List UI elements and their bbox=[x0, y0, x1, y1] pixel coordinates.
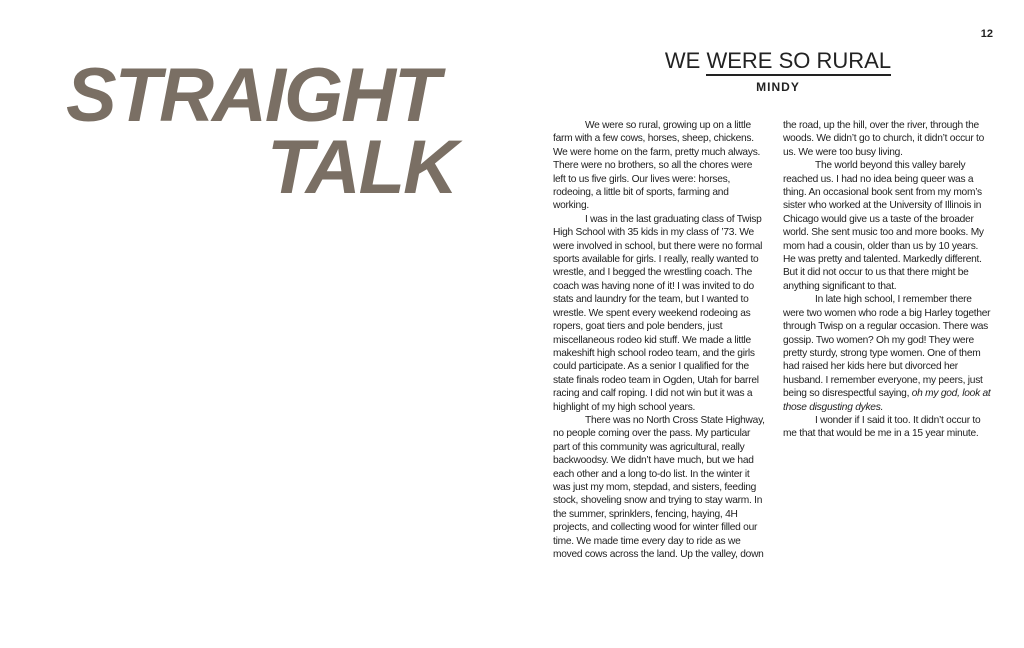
paragraph-with-quote bbox=[783, 293, 993, 414]
story-title-underlined: WERE SO RURAL bbox=[706, 48, 891, 76]
body-column-right bbox=[783, 119, 993, 441]
paragraph: the road, up the hill, over the river, through the woods. We didn’t go to church, it didn’t occur to us. We were too busy living. bbox=[783, 120, 985, 158]
page-number: 12 bbox=[980, 28, 993, 40]
body-column-left bbox=[553, 119, 765, 561]
paragraph: We were so rural, growing up on a little farm with a few cows, horses, sheep, chickens. We were home on the farm, pretty much always. There were no brothers, so all the chores were left to us five girls. Our lives were: horses, rodeoing, a little bit of sports, farming and working. bbox=[553, 120, 761, 212]
paragraph: The world beyond this valley barely reached us. I had no idea being queer was a thing. An occasional book sent from my mom’s sister who worked at the University of Illinois in Chicago would give us a taste of the broader world. She sent music too and more books. My mom had a cousin, older than us by 10 years. He was pretty and talented. Markedly different. But it did not occur to us that there might be anything significant to that. bbox=[783, 160, 984, 292]
section-title-line-2: TALK bbox=[267, 125, 456, 210]
section-title bbox=[60, 53, 460, 210]
paragraph-text: In late high school, I remember there were two women who rode a big Harley together through Twisp on a regular occasion. There was gossip. Two women? Oh my god! They were pretty sturdy, strong type women. One of them had raised her kids here but divorced her husband. I remember everyone, my peers, just being so disrespectful saying, bbox=[783, 294, 991, 400]
paragraph: There was no North Cross State Highway, no people coming over the pass. My particular part of this community was agricultural, really backwoodsy. We didn’t have much, but we had each other and a long to-do list. In the winter it was just my mom, stepdad, and sisters, feeding stock, shoveling snow and trying to stay warm. In the summer, sprinklers, fencing, haying, 4H projects, and collecting wood for winter filled our time. We made time every day to ride as we moved cows across the land. Up the valley, down bbox=[553, 414, 765, 560]
paragraph: I was in the last graduating class of Twisp High School with 35 kids in my class of ’73. We were involved in school, but there were no formal sports available for girls. I really, really wanted to wrestle, and I begged the wrestling coach. The coach was having none of it! I was invited to do stats and laundry for the team, but I wanted to wrestle. We spent every weekend rodeoing as ropers, goat tiers and pole benders, just miscellaneous rodeo kid stuff. We made a little makeshift high school rodeo team, and the girls could participate. As a senior I qualified for the state finals rodeo team in Ogden, Utah for barrel racing and calf roping. I did not win but it was a highlight of my high school years. bbox=[553, 213, 763, 413]
italic-quote: oh my god, look at those disgusting dykes. bbox=[783, 388, 991, 413]
paragraph: I wonder if I said it too. It didn’t occur to me that that would be me in a 15 year minute. bbox=[783, 414, 981, 440]
section-title-line-1: STRAIGHT bbox=[66, 53, 439, 138]
story-title-prefix: WE bbox=[664, 48, 707, 73]
story-author: MINDY bbox=[756, 80, 800, 94]
story-title bbox=[560, 48, 996, 74]
